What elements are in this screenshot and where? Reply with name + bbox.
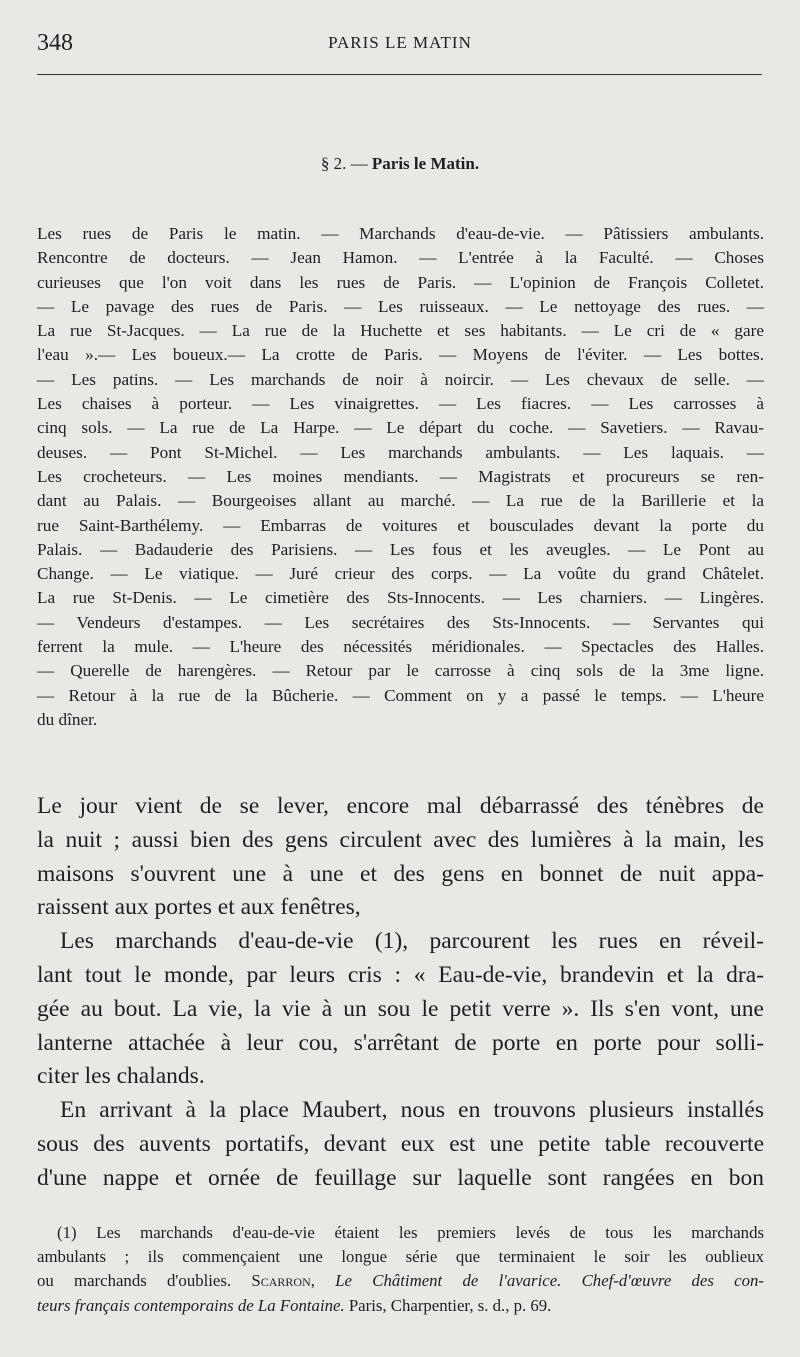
summary-line: curieuses que l'on voit dans les rues de Paris. — L'opinion de François Colletet. bbox=[37, 272, 764, 292]
footnote-publication: Paris, Charpentier, s. d., p. 69. bbox=[348, 1295, 552, 1315]
body-line: la nuit ; aussi bien des gens circulent avec des lumières à la main, les bbox=[37, 826, 764, 853]
footnote-line bbox=[37, 1269, 764, 1293]
footnote-author: Scarron, bbox=[251, 1271, 315, 1291]
summary-line: Les chaises à porteur. — Les vinaigrettes. — Les fiacres. — Les carrosses à bbox=[37, 394, 764, 414]
summary-line: rue Saint-Barthélemy. — Embarras de voitures et bousculades devant la porte du bbox=[37, 515, 764, 535]
summary-line: Rencontre de docteurs. — Jean Hamon. — L'entrée à la Faculté. — Choses bbox=[37, 248, 764, 268]
section-heading bbox=[0, 154, 800, 174]
summary-line: La rue St-Jacques. — La rue de la Huchette et ses habitants. — Le cri de « gare bbox=[37, 321, 764, 341]
footnote-line bbox=[37, 1294, 764, 1318]
chapter-summary bbox=[37, 222, 764, 732]
section-title: Paris le Matin. bbox=[371, 154, 480, 173]
footnote-text: ou marchands d'oublies. bbox=[37, 1271, 232, 1291]
section-number: § 2. — bbox=[320, 154, 368, 173]
summary-line: l'eau ».— Les boueux.— La crotte de Paris. — Moyens de l'éviter. — Les bottes. bbox=[37, 345, 764, 365]
summary-line: — Querelle de harengères. — Retour par le carrosse à cinq sols de la 3me ligne. bbox=[37, 661, 764, 681]
body-line: lant tout le monde, par leurs cris : « Eau-de-vie, brandevin et la dra- bbox=[37, 961, 764, 988]
summary-line: Palais. — Badauderie des Parisiens. — Les fous et les aveugles. — Le Pont au bbox=[37, 539, 764, 559]
summary-line: Les crocheteurs. — Les moines mendiants. — Magistrats et procureurs se ren- bbox=[37, 466, 764, 486]
summary-line: Change. — Le viatique. — Juré crieur des corps. — La voûte du grand Châtelet. bbox=[37, 564, 764, 584]
body-line: d'une nappe et ornée de feuillage sur laquelle sont rangées en bon bbox=[37, 1164, 764, 1191]
running-head: PARIS LE MATIN bbox=[328, 33, 472, 52]
footnote-work-title: teurs français contemporains de La Fontaine. bbox=[37, 1295, 345, 1315]
summary-line: du dîner. bbox=[37, 709, 98, 729]
footnote-line: (1) Les marchands d'eau-de-vie étaient les premiers levés de tous les marchands bbox=[57, 1223, 764, 1242]
summary-line: — Retour à la rue de la Bûcherie. — Comment on y a passé le temps. — L'heure bbox=[37, 685, 764, 705]
body-line: raissent aux portes et aux fenêtres, bbox=[37, 894, 361, 921]
body-line: Les marchands d'eau-de-vie (1), parcourent les rues en réveil- bbox=[60, 928, 764, 955]
page-number: 348 bbox=[37, 30, 73, 56]
body-line: Le jour vient de se lever, encore mal débarrassé des ténèbres de bbox=[37, 793, 764, 819]
summary-line: — Les patins. — Les marchands de noir à noircir. — Les chevaux de selle. — bbox=[37, 369, 764, 389]
summary-line: dant au Palais. — Bourgeoises allant au marché. — La rue de la Barillerie et la bbox=[37, 491, 764, 511]
header-rule bbox=[37, 74, 762, 75]
summary-line: Les rues de Paris le matin. — Marchands d'eau-de-vie. — Pâtissiers ambulants. bbox=[37, 224, 764, 243]
body-line: lanterne attachée à leur cou, s'arrêtant de porte en porte pour solli- bbox=[37, 1029, 764, 1056]
summary-line: — Le pavage des rues de Paris. — Les ruisseaux. — Le nettoyage des rues. — bbox=[37, 296, 764, 316]
footnote-work-title: Le Châtiment de l'avarice. Chef-d'œuvre des con- bbox=[335, 1271, 764, 1291]
summary-line: — Vendeurs d'estampes. — Les secrétaires des Sts-Innocents. — Servantes qui bbox=[37, 612, 764, 632]
body-line: En arrivant à la place Maubert, nous en trouvons plusieurs installés bbox=[60, 1097, 764, 1124]
body-line: sous des auvents portatifs, devant eux est une petite table recouverte bbox=[37, 1130, 764, 1157]
body-text bbox=[37, 790, 764, 1196]
body-line: maisons s'ouvrent une à une et des gens en bonnet de nuit appa- bbox=[37, 860, 764, 887]
body-line: gée au bout. La vie, la vie à un sou le petit verre ». Ils s'en vont, une bbox=[37, 995, 764, 1022]
footnote-line: ambulants ; ils commençaient une longue série que terminaient le soir les oublieux bbox=[37, 1247, 764, 1267]
summary-line: deuses. — Pont St-Michel. — Les marchands ambulants. — Les laquais. — bbox=[37, 442, 764, 462]
summary-line: ferrent la mule. — L'heure des nécessités méridionales. — Spectacles des Halles. bbox=[37, 637, 764, 657]
summary-line: cinq sols. — La rue de La Harpe. — Le départ du coche. — Savetiers. — Ravau- bbox=[37, 418, 764, 438]
body-line: citer les chalands. bbox=[37, 1063, 205, 1090]
summary-line: La rue St-Denis. — Le cimetière des Sts-Innocents. — Les charniers. — Lingères. bbox=[37, 588, 764, 608]
footnote bbox=[37, 1221, 764, 1318]
